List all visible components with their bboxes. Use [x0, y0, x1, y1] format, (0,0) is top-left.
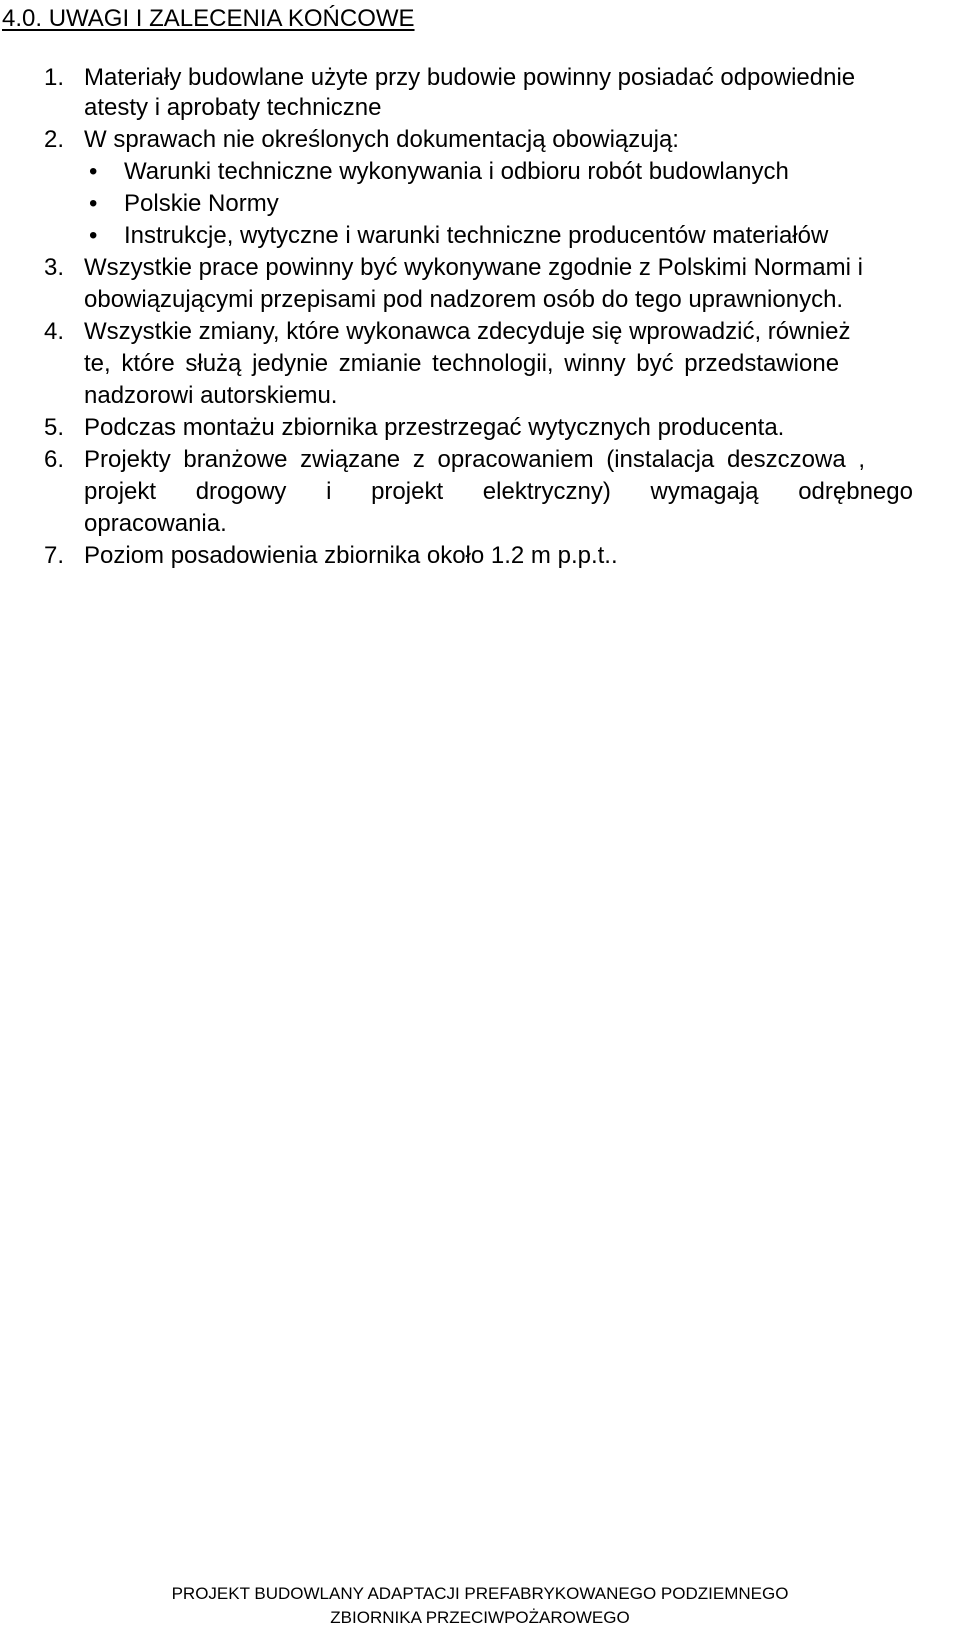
- item-number: 1.: [44, 64, 65, 91]
- item-text-cont: nadzorowi autorskiemu.: [84, 382, 338, 409]
- item-text: Podczas montażu zbiornika przestrzegać wytycznych producenta.: [84, 414, 785, 441]
- item-text-cont: atesty i aprobaty techniczne: [84, 94, 382, 121]
- item-number: 7.: [44, 542, 65, 569]
- item-number: 6.: [44, 446, 65, 473]
- item-text: Materiały budowlane użyte przy budowie powinny posiadać odpowiednie: [84, 64, 856, 91]
- item-text: Projekty branżowe związane z opracowaniem (instalacja deszczowa ,: [84, 446, 866, 473]
- item-text-cont: opracowania.: [84, 510, 227, 537]
- item-number: 2.: [44, 126, 65, 153]
- bullet-icon: •: [89, 222, 98, 249]
- item-number: 4.: [44, 318, 65, 345]
- item-number: 3.: [44, 254, 65, 281]
- page-footer-line-2: ZBIORNIKA PRZECIWPOŻAROWEGO: [330, 1608, 630, 1627]
- item-text: Poziom posadowienia zbiornika około 1.2 m p.p.t..: [84, 542, 618, 569]
- bullet-text: Warunki techniczne wykonywania i odbioru robót budowlanych: [124, 158, 789, 185]
- item-text: W sprawach nie określonych dokumentacją obowiązują:: [84, 126, 679, 153]
- bullet-text: Instrukcje, wytyczne i warunki techniczne producentów materiałów: [124, 222, 829, 249]
- item-text: Wszystkie prace powinny być wykonywane zgodnie z Polskimi Normami i: [84, 254, 863, 281]
- page-footer-line-1: PROJEKT BUDOWLANY ADAPTACJI PREFABRYKOWANEGO PODZIEMNEGO: [171, 1584, 789, 1603]
- item-text-cont: te, które służą jedynie zmianie technologii, winny być przedstawione: [84, 350, 840, 377]
- section-heading: 4.0. UWAGI I ZALECENIA KOŃCOWE: [2, 5, 415, 32]
- item-text: Wszystkie zmiany, które wykonawca zdecyduje się wprowadzić, również: [84, 318, 851, 345]
- item-number: 5.: [44, 414, 65, 441]
- item-text-cont: projekt drogowy i projekt elektryczny) wymagają odrębnego: [84, 478, 913, 505]
- bullet-icon: •: [89, 158, 98, 185]
- bullet-icon: •: [89, 190, 98, 217]
- item-text-cont: obowiązującymi przepisami pod nadzorem osób do tego uprawnionych.: [84, 286, 844, 313]
- bullet-text: Polskie Normy: [124, 190, 279, 217]
